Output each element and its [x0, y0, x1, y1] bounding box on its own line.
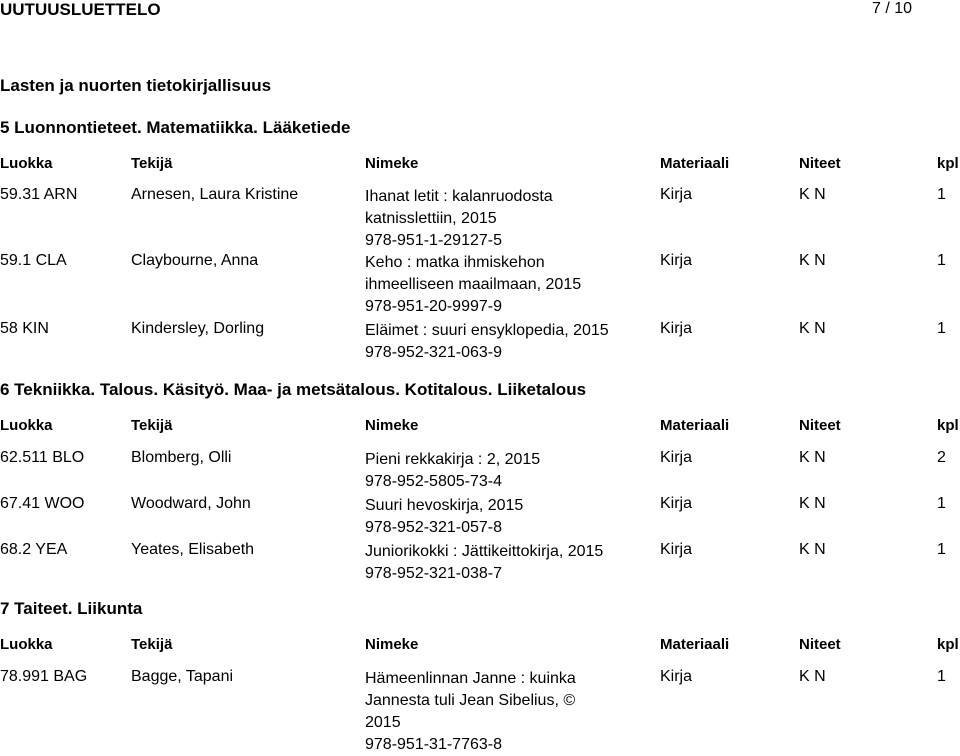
row-niteet: K N	[799, 541, 826, 558]
nimeke-line: Jannesta tuli Jean Sibelius, ©	[365, 692, 576, 709]
row-luokka: 59.1 CLA	[0, 252, 67, 269]
row-materiaali: Kirja	[660, 495, 693, 512]
page-number: 7 / 10	[872, 0, 913, 17]
row-tekija: Arnesen, Laura Kristine	[131, 186, 299, 203]
nimeke-line: Keho : matka ihmiskehon	[365, 254, 545, 271]
section-heading: 7 Taiteet. Liikunta	[0, 599, 143, 618]
row-materiaali: Kirja	[660, 541, 693, 558]
column-header-row	[0, 155, 960, 177]
row-niteet: K N	[799, 252, 826, 269]
col-niteet: Niteet	[799, 636, 841, 653]
row-kpl: 1	[937, 541, 946, 558]
row-luokka: 62.511 BLO	[0, 449, 85, 466]
col-tekija: Tekijä	[131, 155, 173, 172]
row-materiaali: Kirja	[660, 252, 693, 269]
row-luokka: 67.41 WOO	[0, 495, 85, 512]
row-materiaali: Kirja	[660, 449, 693, 466]
col-luokka: Luokka	[0, 636, 53, 653]
row-luokka: 78.991 BAG	[0, 668, 88, 685]
row-kpl: 1	[937, 320, 946, 337]
row-kpl: 1	[937, 186, 946, 203]
row-materiaali: Kirja	[660, 320, 693, 337]
nimeke-line: Juniorikokki : Jättikeittokirja, 2015	[365, 543, 604, 560]
nimeke-line: 2015	[365, 714, 401, 731]
row-materiaali: Kirja	[660, 668, 693, 685]
col-niteet: Niteet	[799, 417, 841, 434]
row-niteet: K N	[799, 186, 826, 203]
row-luokka: 58 KIN	[0, 320, 49, 337]
col-nimeke: Nimeke	[365, 155, 419, 172]
row-luokka: 59.31 ARN	[0, 186, 78, 203]
nimeke-line: katnisslettiin, 2015	[365, 210, 497, 227]
document-title: UUTUUSLUETTELO	[0, 0, 161, 19]
nimeke-line: ihmeelliseen maailmaan, 2015	[365, 276, 582, 293]
row-nimeke	[365, 449, 540, 493]
col-kpl: kpl	[937, 636, 959, 653]
category-heading: Lasten ja nuorten tietokirjallisuus	[0, 76, 272, 95]
nimeke-isbn: 978-952-321-057-8	[365, 519, 502, 536]
column-header-row	[0, 417, 960, 439]
nimeke-isbn: 978-951-1-29127-5	[365, 232, 502, 249]
row-nimeke	[365, 668, 576, 756]
col-materiaali: Materiaali	[660, 155, 730, 172]
section-heading: 5 Luonnontieteet. Matematiikka. Lääketiede	[0, 118, 351, 137]
row-luokka: 68.2 YEA	[0, 541, 68, 558]
row-nimeke	[365, 186, 553, 252]
nimeke-isbn: 978-951-31-7763-8	[365, 736, 502, 753]
row-nimeke	[365, 495, 523, 539]
row-kpl: 1	[937, 252, 946, 269]
row-tekija: Blomberg, Olli	[131, 449, 232, 466]
col-tekija: Tekijä	[131, 417, 173, 434]
nimeke-isbn: 978-951-20-9997-9	[365, 298, 502, 315]
row-nimeke	[365, 541, 603, 585]
col-niteet: Niteet	[799, 155, 841, 172]
nimeke-line: Pieni rekkakirja : 2, 2015	[365, 451, 541, 468]
row-materiaali: Kirja	[660, 186, 693, 203]
row-niteet: K N	[799, 668, 826, 685]
col-materiaali: Materiaali	[660, 417, 730, 434]
row-nimeke	[365, 252, 581, 318]
row-niteet: K N	[799, 495, 826, 512]
row-nimeke	[365, 320, 609, 364]
col-luokka: Luokka	[0, 417, 53, 434]
nimeke-isbn: 978-952-321-038-7	[365, 565, 502, 582]
nimeke-line: Suuri hevoskirja, 2015	[365, 497, 524, 514]
row-tekija: Kindersley, Dorling	[131, 320, 265, 337]
nimeke-isbn: 978-952-5805-73-4	[365, 473, 502, 490]
col-nimeke: Nimeke	[365, 417, 419, 434]
nimeke-line: Eläimet : suuri ensyklopedia, 2015	[365, 322, 609, 339]
row-tekija: Bagge, Tapani	[131, 668, 234, 685]
row-kpl: 2	[937, 449, 946, 466]
col-nimeke: Nimeke	[365, 636, 419, 653]
row-tekija: Woodward, John	[131, 495, 251, 512]
col-luokka: Luokka	[0, 155, 53, 172]
nimeke-isbn: 978-952-321-063-9	[365, 344, 502, 361]
col-kpl: kpl	[937, 155, 959, 172]
col-materiaali: Materiaali	[660, 636, 730, 653]
row-kpl: 1	[937, 495, 946, 512]
row-kpl: 1	[937, 668, 946, 685]
row-niteet: K N	[799, 449, 826, 466]
row-niteet: K N	[799, 320, 826, 337]
nimeke-line: Hämeenlinnan Janne : kuinka	[365, 670, 576, 687]
nimeke-line: Ihanat letit : kalanruodosta	[365, 188, 553, 205]
column-header-row	[0, 636, 960, 658]
col-kpl: kpl	[937, 417, 959, 434]
col-tekija: Tekijä	[131, 636, 173, 653]
row-tekija: Claybourne, Anna	[131, 252, 259, 269]
row-tekija: Yeates, Elisabeth	[131, 541, 255, 558]
section-heading: 6 Tekniikka. Talous. Käsityö. Maa- ja metsätalous. Kotitalous. Liiketalous	[0, 380, 587, 399]
